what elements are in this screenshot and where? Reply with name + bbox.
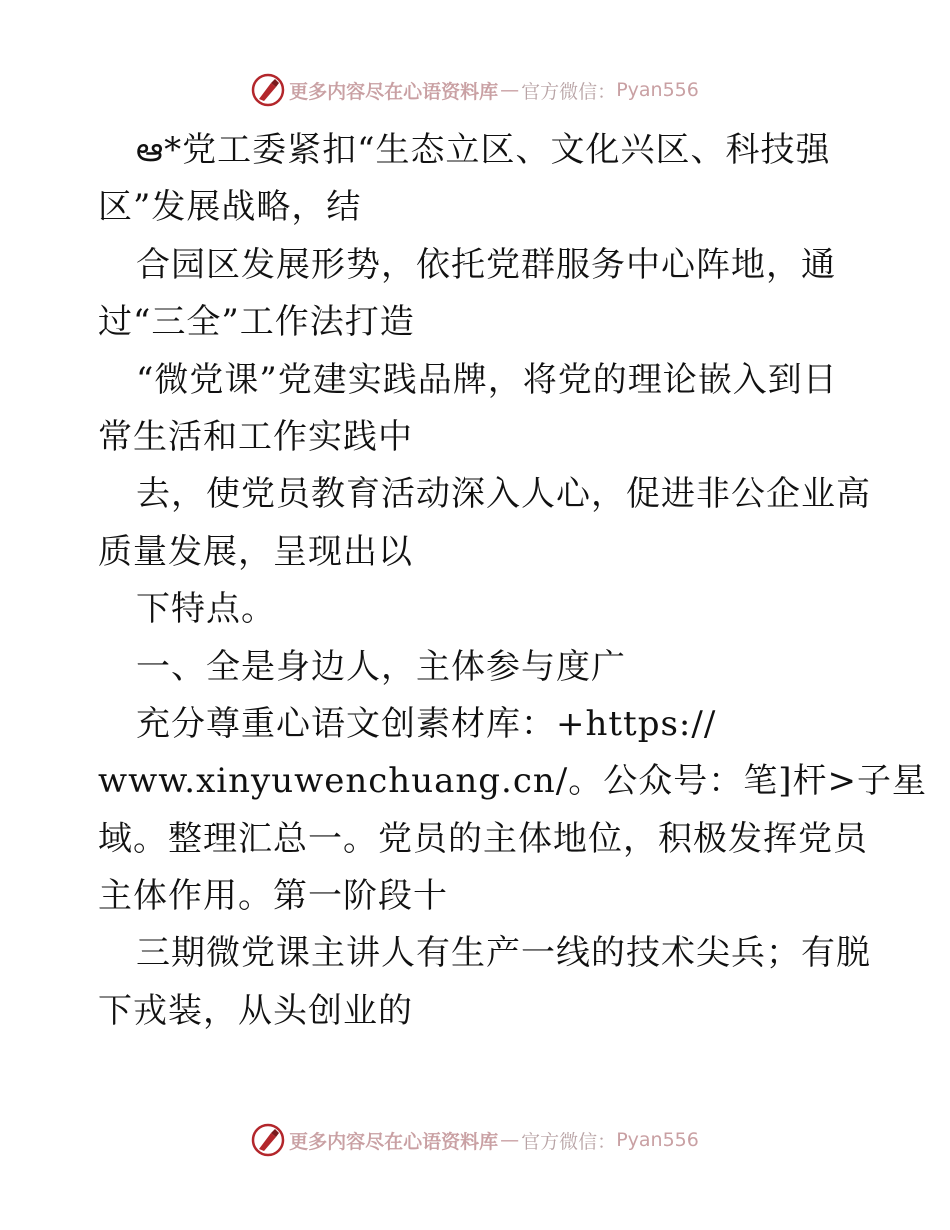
body-line: 区”发展战略，结: [98, 187, 362, 228]
body-line: 充分尊重心语文创素材库：+https://: [136, 703, 717, 744]
header-banner: [0, 70, 950, 110]
body-line: 下戎装，从头创业的: [98, 990, 413, 1031]
body-line: 下特点。: [136, 589, 276, 630]
pen-logo-icon: [251, 73, 285, 107]
body-line: 主体作用。第一阶段十: [98, 876, 448, 917]
body-line: 质量发展，呈现出以: [98, 531, 413, 572]
header-dash: —: [500, 79, 520, 101]
body-line: 过“三全”工作法打造: [98, 302, 415, 343]
body-line: www.xinyuwenchuang.cn/。公众号：笔]杆>子星: [98, 761, 927, 802]
body-line: 去，使党员教育活动深入人心，促进非公企业高: [136, 474, 871, 515]
header-main-text: 更多内容尽在心语资料库: [289, 80, 499, 103]
footer-sub-text: 官方微信：: [521, 1130, 617, 1153]
body-line: 三期微党课主讲人有生产一线的技术尖兵；有脱: [136, 933, 871, 974]
body-line: 常生活和工作实践中: [98, 416, 413, 457]
footer-banner: [0, 1120, 950, 1160]
document-body: [98, 122, 927, 1040]
footer-wechat-id: Pyan556: [616, 1129, 699, 1151]
pen-logo-icon: [251, 1123, 285, 1157]
footer-dash: —: [500, 1129, 520, 1151]
footer-main-text: 更多内容尽在心语资料库: [289, 1130, 499, 1153]
body-line: ఆ*党工委紧扣“生态立区、文化兴区、科技强: [136, 130, 831, 170]
body-line: 合园区发展形势，依托党群服务中心阵地，通: [136, 244, 836, 285]
header-sub-text: 官方微信：: [521, 80, 617, 103]
section-heading: 一、全是身边人，主体参与度广: [136, 646, 626, 687]
header-wechat-id: Pyan556: [616, 79, 699, 101]
body-line: “微党课”党建实践品牌，将党的理论嵌入到日: [136, 359, 838, 400]
body-line: 域。整理汇总一。党员的主体地位，积极发挥党员: [98, 818, 868, 859]
